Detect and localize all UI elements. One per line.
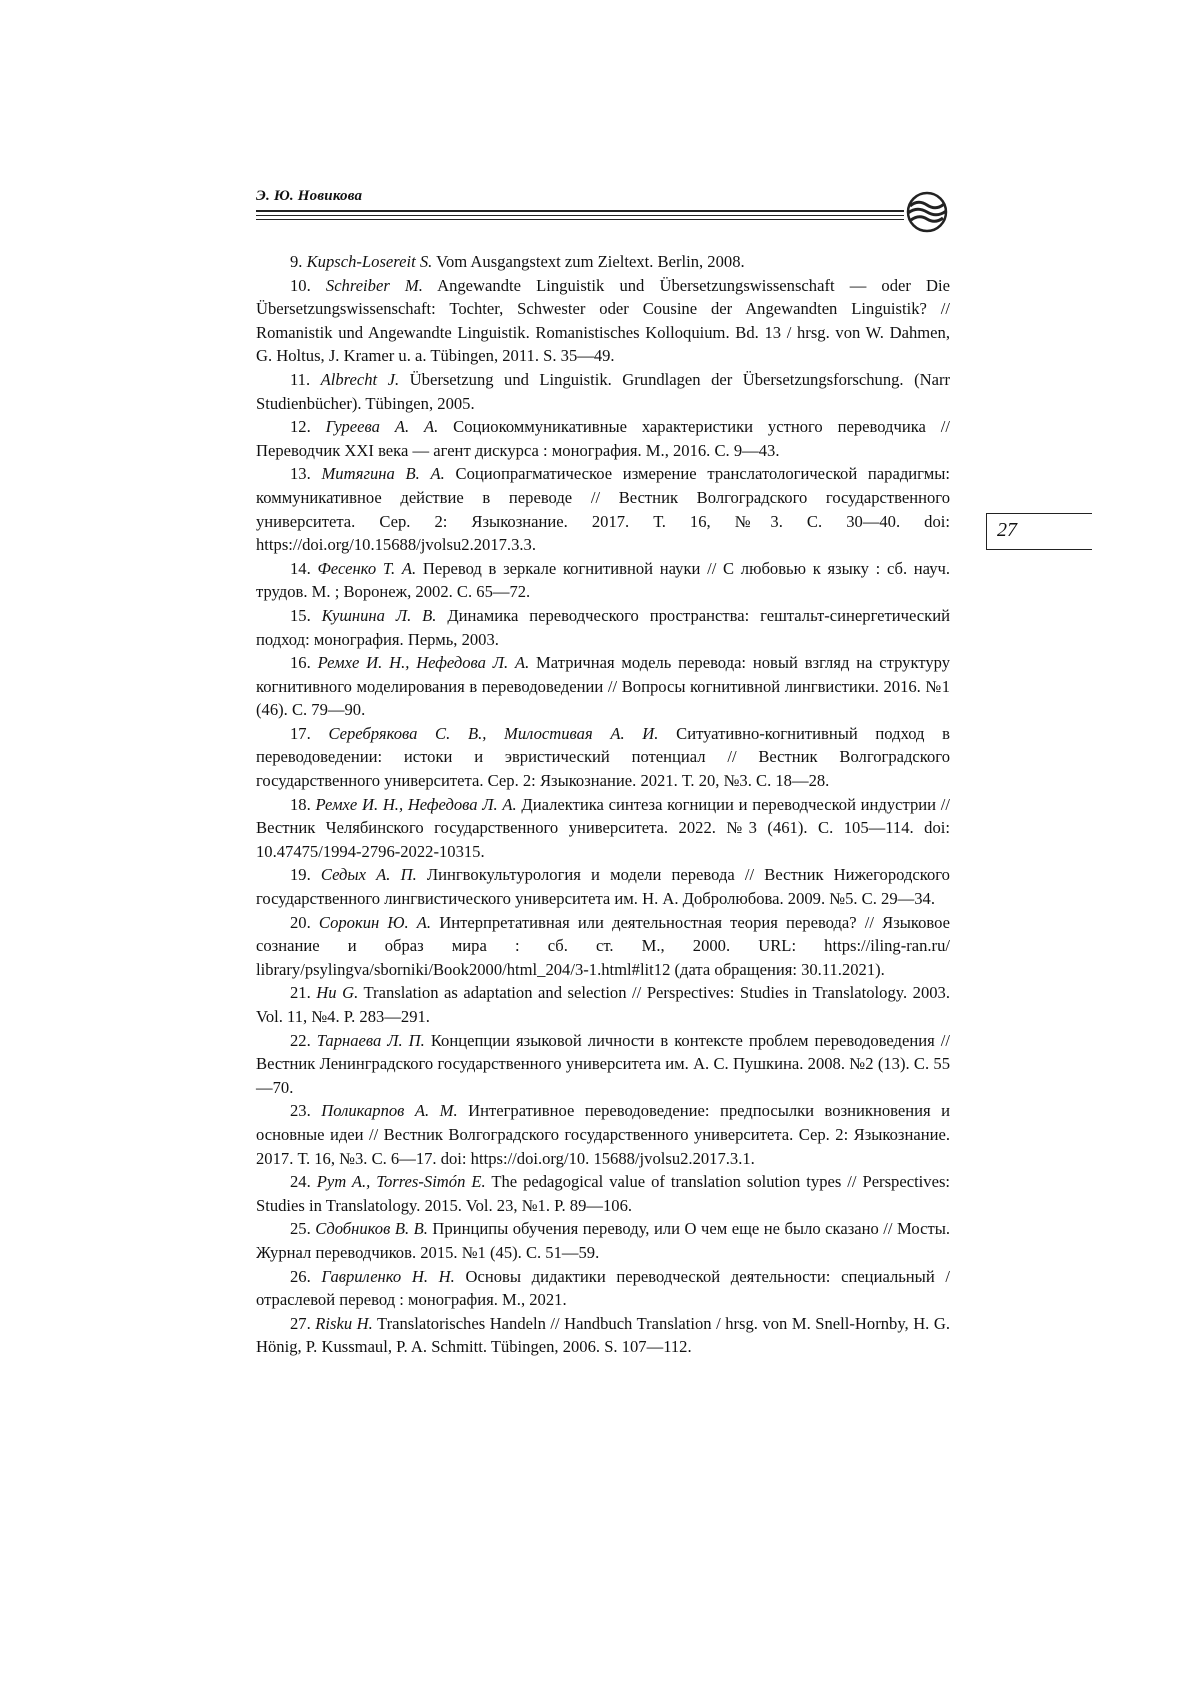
reference-item [256, 462, 950, 556]
reference-text: Перевод в зеркале когнитивной науки // С любовью к языку : сб. науч. трудов. М. ; Воронеж, 2002. С. 65—72. [256, 558, 950, 602]
reference-item [256, 1312, 950, 1359]
reference-item [256, 557, 950, 604]
reference-text: Лингвокультурология и модели перевода // Вестник Нижегородского государственного лингвистического университета им. Н. А. Добролюбова. 2009. №5. С. 29—34. [256, 865, 950, 909]
reference-author: Hu G. [316, 983, 359, 1003]
reference-number: 21. [290, 983, 311, 1003]
reference-item [256, 1170, 950, 1217]
reference-item [256, 1265, 950, 1312]
reference-number: 26. [290, 1266, 311, 1286]
header-rule-thick [256, 210, 904, 212]
reference-author: Кушнина Л. В. [321, 605, 437, 625]
reference-number: 17. [290, 723, 311, 743]
reference-text: Angewandte Linguistik und Übersetzungswissenschaft — oder Die Übersetzungswissenschaft: Tochter, Schwester oder Cousine der Angewandten Linguistik? // Romanistik und Angewandte Linguistik. Romanistisches Kolloquium. Bd. 13 / hrsg. von W. Dahmen, G. Holtus, J. Kramer u. a. Tübingen, 2011. S. 35—49. [256, 275, 951, 366]
reference-item [256, 911, 950, 982]
journal-wave-globe-icon [903, 190, 951, 234]
reference-item [256, 1029, 950, 1100]
reference-number: 11. [290, 369, 311, 389]
reference-number: 22. [290, 1030, 311, 1050]
reference-text: Концепции языковой личности в контексте проблем переводоведения // Вестник Ленинградского государственного университета им. А. С. Пушкина. 2008. №2 (13). С. 55—70. [256, 1030, 950, 1097]
reference-author: Сдобников В. В. [315, 1219, 428, 1239]
reference-item [256, 1217, 950, 1264]
reference-number: 25. [290, 1219, 311, 1239]
reference-item [256, 604, 950, 651]
reference-item [256, 981, 950, 1028]
reference-number: 10. [290, 275, 311, 295]
reference-author: Поликарпов А. М. [321, 1101, 458, 1121]
reference-author: Ремхе И. Н., Нефедова Л. А. [317, 653, 530, 673]
reference-item [256, 793, 950, 864]
header-rule-thin [256, 219, 904, 220]
reference-number: 27. [290, 1313, 311, 1333]
reference-author: Серебрякова С. В., Милостивая А. И. [328, 723, 659, 743]
reference-item [256, 368, 950, 415]
reference-text: Ситуативно-когнитивный подход в переводоведении: истоки и эвристический потенциал // Вестник Волгоградского государственного университета. Сер. 2: Языкознание. 2021. Т. 20, №3. С. 18—28. [256, 723, 951, 791]
reference-author: Pym A., Torres-Simón E. [316, 1172, 486, 1192]
reference-text: Translatorisches Handeln // Handbuch Translation / hrsg. von M. Snell-Hornby, H. G. Hönig, P. Kussmaul, P. A. Schmitt. Tübingen, 2006. S. 107—112. [256, 1313, 950, 1357]
reference-item [256, 415, 950, 462]
reference-author: Ремхе И. Н., Нефедова Л. А. [315, 794, 517, 814]
reference-text: Социопрагматическое измерение транслатологической парадигмы: коммуникативное действие в переводе // Вестник Волгоградского государственного университета. Сер. 2: Языкознание. 2017. Т. 16, №3. С. 30—40. doi: https://doi.org/10.15688/jvolsu2.2017.3.3. [256, 464, 951, 555]
reference-number: 20. [290, 912, 311, 932]
reference-item [256, 722, 950, 793]
reference-number: 12. [290, 417, 311, 437]
reference-text: Интегративное переводоведение: предпосылки возникновения и основные идеи // Вестник Волгоградского государственного университета. Сер. 2: Языкознание. 2017. Т. 16, №3. С. 6—17. doi: https://doi.org/10. 15688/jvolsu2.2017.3.1. [256, 1101, 950, 1168]
reference-author: Митягина В. А. [321, 464, 445, 484]
reference-number: 9. [290, 252, 303, 271]
reference-number: 15. [290, 605, 311, 625]
reference-item [256, 1099, 950, 1170]
reference-list [256, 250, 950, 1359]
reference-text: Матричная модель перевода: новый взгляд на структуру когнитивного моделирования в переводоведении // Вопросы когнитивной лингвистики. 2016. №1 (46). С. 79—90. [256, 653, 950, 720]
reference-number: 13. [290, 464, 311, 484]
reference-item [256, 250, 950, 274]
reference-author: Гуреева А. А. [325, 417, 439, 437]
reference-number: 24. [290, 1172, 311, 1192]
reference-text: Translation as adaptation and selection // Perspectives: Studies in Translatology. 2003. Vol. 11, №4. P. 283—291. [256, 983, 950, 1026]
reference-text: Vom Ausgangstext zum Zieltext. Berlin, 2008. [436, 252, 745, 271]
reference-item [256, 651, 950, 722]
reference-text: Диалектика синтеза когниции и переводческой индустрии // Вестник Челябинского государственного университета. 2022. №3 (461). С. 105—114. doi: 10.47475/1994-2796-2022-10315. [256, 794, 950, 861]
reference-author: Тарнаева Л. П. [316, 1030, 425, 1050]
reference-author: Kupsch-Losereit S. [306, 252, 433, 271]
reference-text: Социокоммуникативные характеристики устного переводчика // Переводчик XXI века — агент дискурса : монография. М., 2016. С. 9—43. [256, 417, 950, 460]
running-head-author: Э. Ю. Новикова [256, 188, 363, 204]
reference-text: Übersetzung und Linguistik. Grundlagen der Übersetzungsforschung. (Narr Studienbücher). Tübingen, 2005. [256, 369, 950, 413]
reference-text: Интерпретативная или деятельностная теория перевода? // Языковое сознание и образ мира : сб. ст. М., 2000. URL: https://iling-ran.ru/ library/psylingva/sborniki/Book2000/html_204/3-1.html#lit12 (дата обращения: 30.11.2021). [256, 912, 951, 979]
header-rule-thin [256, 215, 904, 216]
reference-text: Динамика переводческого пространства: гештальт-синергетический подход: монография. Пермь, 2003. [256, 605, 950, 649]
reference-number: 19. [290, 865, 311, 885]
reference-item [256, 863, 950, 910]
reference-author: Гавриленко Н. Н. [321, 1266, 455, 1286]
reference-author: Сорокин Ю. А. [318, 912, 432, 932]
reference-author: Седых А. П. [320, 865, 417, 885]
reference-number: 16. [290, 653, 311, 673]
page-number: 27 [997, 519, 1017, 541]
reference-number: 23. [290, 1101, 311, 1121]
reference-author: Risku H. [315, 1313, 373, 1333]
reference-item [256, 274, 950, 368]
reference-number: 18. [290, 794, 311, 814]
reference-number: 14. [290, 558, 311, 578]
reference-author: Фесенко Т. А. [317, 558, 417, 578]
reference-author: Albrecht J. [320, 369, 400, 389]
reference-author: Schreiber M. [325, 275, 423, 295]
page-number-box [986, 513, 1092, 550]
reference-text: The pedagogical value of translation solution types // Perspectives: Studies in Translatology. 2015. Vol. 23, №1. P. 89—106. [256, 1172, 951, 1215]
reference-text: Принципы обучения переводу, или О чем еще не было сказано // Мосты. Журнал переводчиков. 2015. №1 (45). С. 51—59. [256, 1219, 950, 1262]
reference-text: Основы дидактики переводческой деятельности: специальный / отраслевой перевод : монография. М., 2021. [256, 1266, 950, 1310]
